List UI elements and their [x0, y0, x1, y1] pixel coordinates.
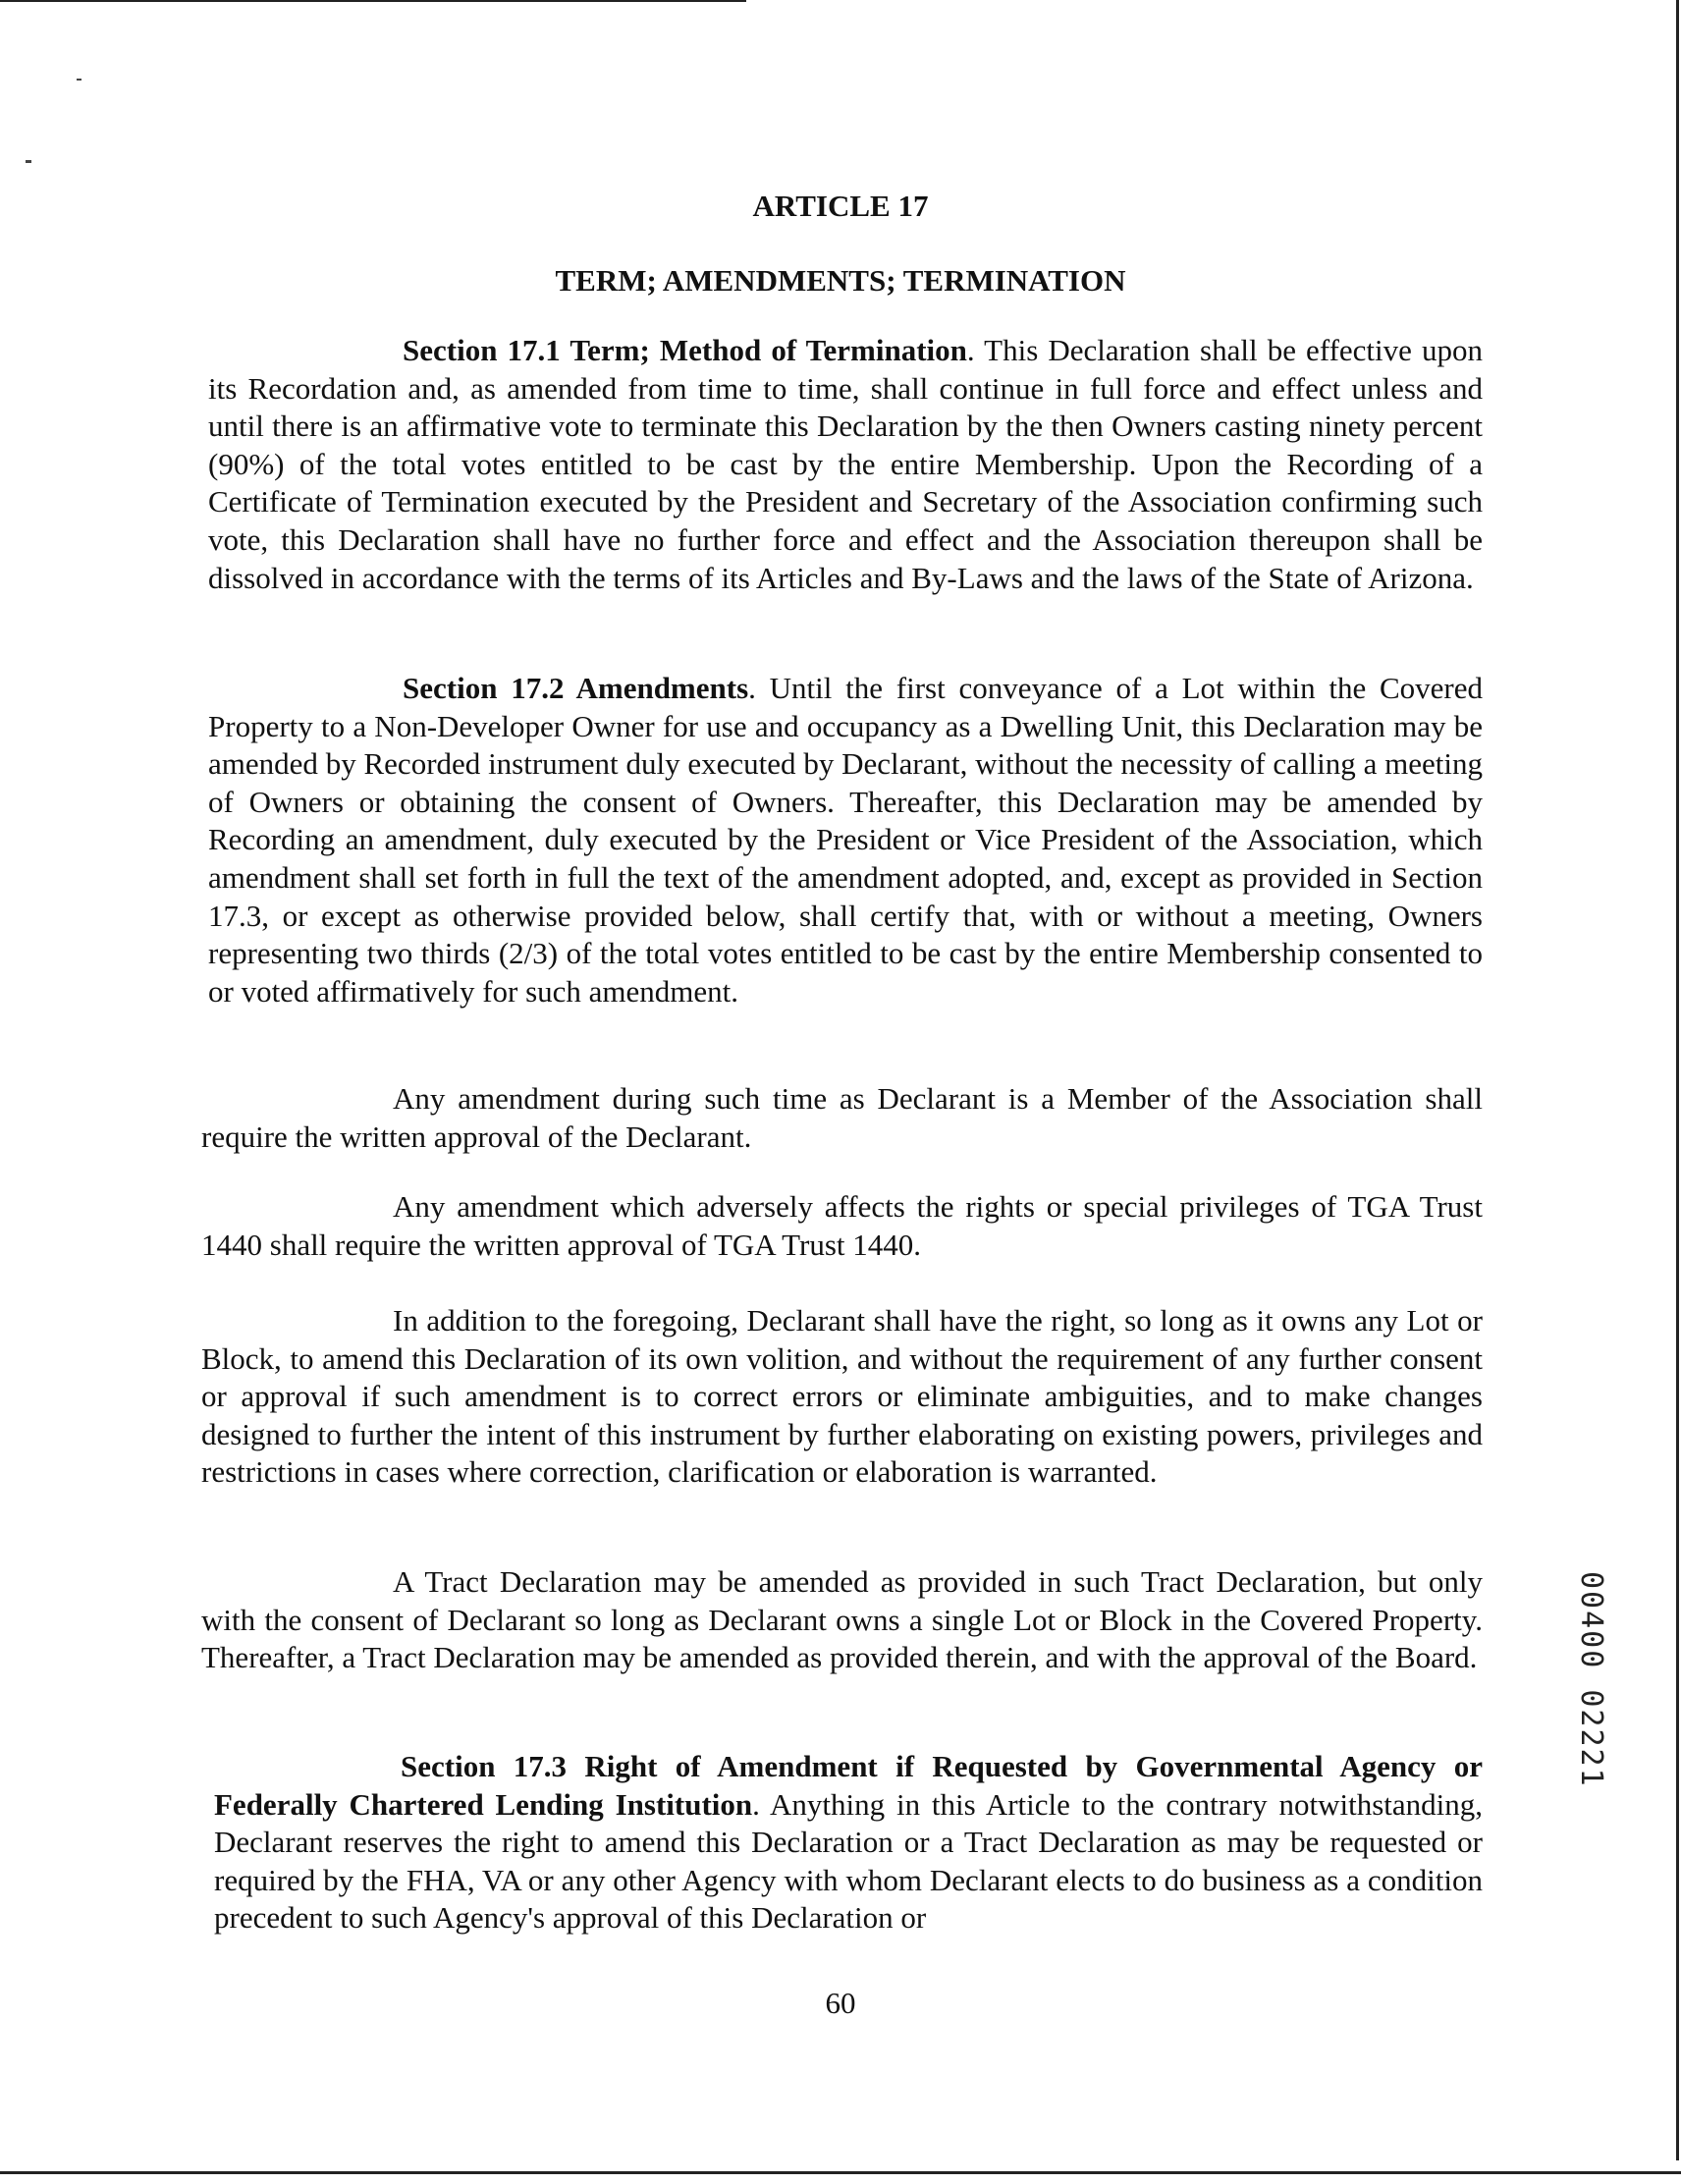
declarant-member-paragraph: [201, 1080, 1483, 1156]
section-17-1-text: . This Declaration shall be effective upon its Recordation and, as amended from time to time, shall continue in full force and effect unless and until there is an affirmative vote to terminate this Declaration by the then Owners casting ninety percent (90%) of the total votes entitled to be cast by the entire Membership. Upon the Recording of a Certificate of Termination executed by the President and Secretary of the Association confirming such vote, this Declaration shall have no further force and effect and the Association thereupon shall be dissolved in accordance with the terms of its Articles and By-Laws and the laws of the State of Arizona.: [208, 333, 1483, 595]
scan-border-top: [0, 0, 746, 2]
scan-speck: [26, 160, 31, 163]
section-17-1-label: Section 17.1 Term; Method of Termination: [403, 333, 967, 367]
tga-trust-text: Any amendment which adversely affects the rights or special privileges of TGA Trust 1440 shall require the written approval of TGA Trust 1440.: [201, 1189, 1483, 1262]
scan-speck: [77, 79, 81, 81]
tract-declaration-paragraph: [201, 1563, 1483, 1677]
foregoing-text: In addition to the foregoing, Declarant shall have the right, so long as it owns any Lot or Block, to amend this Declaration of its own volition, and without the requirement of any further consent or approval if such amendment is to correct errors or eliminate ambiguities, and to make changes designed to further the intent of this instrument by further elaborating on existing powers, privileges and restrictions in cases where correction, clarification or elaboration is warranted.: [201, 1303, 1483, 1490]
scan-border-right: [1676, 0, 1679, 2160]
section-17-2-label: Section 17.2 Amendments: [403, 671, 749, 705]
section-17-3-label: Section 17.3 Right of Amendment if Requested by Governmental Agency or Federally Chartered Lending Institution: [214, 1749, 1483, 1822]
declarant-member-text: Any amendment during such time as Declarant is a Member of the Association shall require the written approval of the Declarant.: [201, 1081, 1483, 1154]
section-17-2-paragraph: [208, 670, 1483, 1010]
tract-declaration-text: A Tract Declaration may be amended as provided in such Tract Declaration, but only with the consent of Declarant so long as Declarant owns a single Lot or Block in the Covered Property. Thereafter, a Tract Declaration may be amended as provided therein, and with the approval of the Board.: [201, 1564, 1483, 1675]
article-subtitle: TERM; AMENDMENTS; TERMINATION: [555, 263, 1126, 298]
section-17-2-text: . Until the first conveyance of a Lot within the Covered Property to a Non-Developer Owner for use and occupancy as a Dwelling Unit, this Declaration may be amended by Recorded instrument duly executed by Declarant, without the necessity of calling a meeting of Owners or obtaining the consent of Owners. Thereafter, this Declaration may be amended by Recording an amendment, duly executed by the President or Vice President of the Association, which amendment shall set forth in full the text of the amendment adopted, and, except as provided in Section 17.3, or except as otherwise provided below, shall certify that, with or without a meeting, Owners representing two thirds (2/3) of the total votes entitled to be cast by the entire Membership consented to or voted affirmatively for such amendment.: [208, 671, 1484, 1009]
page-number: 60: [825, 1986, 856, 2020]
tga-trust-paragraph: [201, 1188, 1483, 1264]
section-17-3-text: . Anything in this Article to the contrary notwithstanding, Declarant reserves the right to amend this Declaration or a Tract Declaration as may be requested or required by the FHA, VA or any other Agency with whom Declarant elects to do business as a condition precedent to such Agency's approval of this Declaration or: [214, 1786, 1483, 1936]
article-heading: ARTICLE 17: [752, 189, 929, 223]
section-17-3-paragraph: [214, 1748, 1483, 1938]
scan-border-bottom: [0, 2171, 1681, 2174]
section-17-1-paragraph: [208, 332, 1483, 597]
margin-recording-stamp: 00400 02221: [1574, 1571, 1608, 1788]
foregoing-paragraph: [201, 1302, 1483, 1492]
